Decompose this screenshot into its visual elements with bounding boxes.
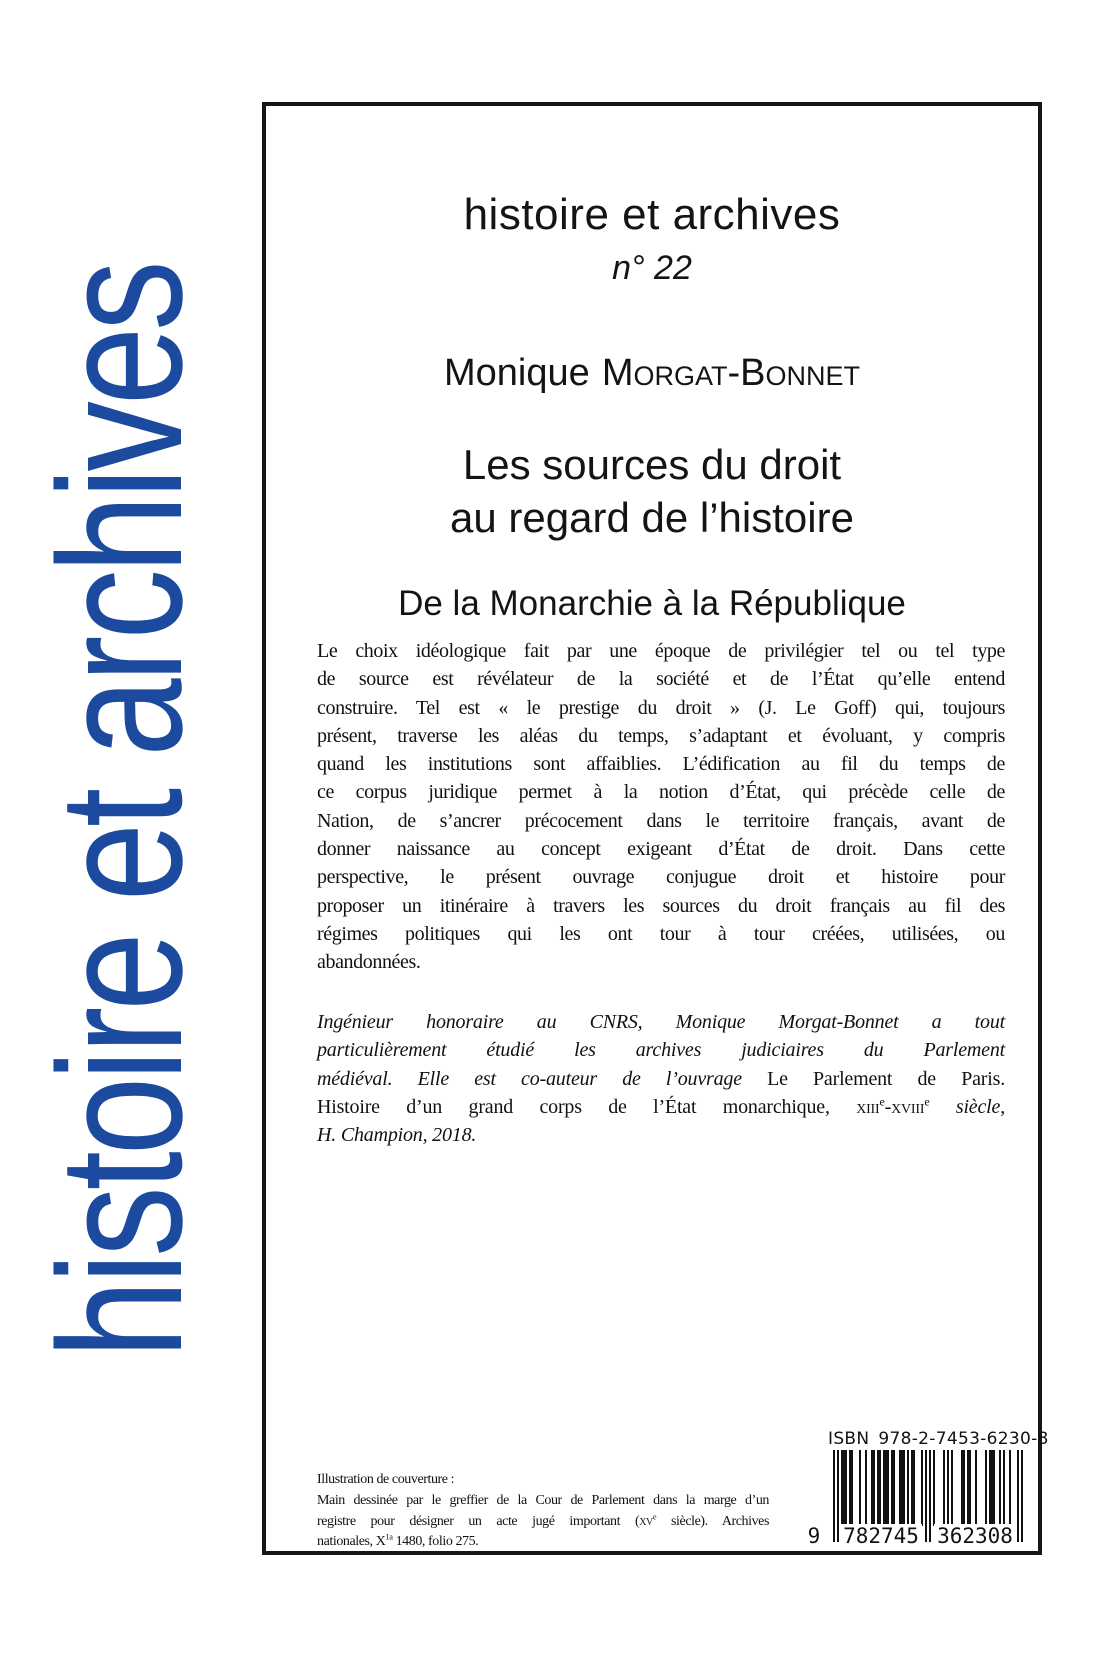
barcode-bar <box>879 1450 881 1526</box>
bio-line: particulièrement étudié les archives judiciaires du Parlement <box>317 1039 1005 1062</box>
ordinal-suffix: e <box>652 1511 657 1521</box>
barcode-bar <box>969 1450 971 1526</box>
credit-line: Illustration de couverture : <box>317 1472 455 1487</box>
isbn-number: 978-2-7453-6230-8 <box>878 1429 1049 1449</box>
isbn-line <box>828 1429 1049 1449</box>
book-title-line1: Les sources du droit <box>462 441 842 488</box>
barcode-bar <box>833 1450 835 1542</box>
barcode-bar <box>975 1450 977 1526</box>
author-last-name: Morgat-Bonnet <box>601 352 861 394</box>
spine-title-text: histoire et archives <box>23 264 219 1358</box>
barcode-bar <box>845 1450 847 1526</box>
book-subtitle: De la Monarchie à la République <box>398 584 906 623</box>
barcode-bar <box>1009 1450 1011 1526</box>
bio-line: Ingénieur honoraire au CNRS, Monique Morgat-Bonnet a tout <box>317 1011 1005 1033</box>
abstract-line: construire. Tel est « le prestige du droit » (J. Le Goff) qui, toujours <box>317 696 1005 719</box>
author-name <box>262 352 1042 395</box>
credit-line: Main dessinée par le greffier de la Cour de Parlement dans la marge d’un <box>317 1492 769 1508</box>
barcode-bar <box>893 1450 895 1526</box>
book-title <box>262 438 1042 544</box>
barcode-digits-right: 362308 <box>934 1524 1016 1548</box>
century-range-start: xiii <box>856 1095 880 1118</box>
archive-series-superscript: 1a <box>385 1532 393 1542</box>
barcode-bar <box>859 1450 861 1526</box>
abstract-line: proposer un itinéraire à travers les sources du droit français au fil des <box>317 894 1005 917</box>
barcode-bar <box>943 1450 945 1526</box>
barcode-bar <box>929 1450 931 1542</box>
barcode-bar <box>873 1450 875 1526</box>
barcode-bar <box>1017 1450 1019 1542</box>
bio-line <box>317 1093 1005 1121</box>
abstract-line: donner naissance au concept exigeant d’État de droit. Dans cette <box>317 838 1005 861</box>
bio-italic-text: siècle, <box>929 1095 1005 1118</box>
bio-line: H. Champion, 2018. <box>317 1124 477 1147</box>
barcode-bar <box>907 1450 909 1526</box>
bio-line <box>317 1065 1005 1093</box>
barcode-bar <box>993 1450 995 1526</box>
abstract-line: présent, traverse les aléas du temps, s’adaptant et évoluant, y compris <box>317 724 1005 747</box>
abstract <box>317 637 1005 977</box>
bio-italic-text: médiéval. Elle est co-auteur de l’ouvrage <box>317 1067 768 1090</box>
barcode-bar <box>999 1450 1001 1526</box>
spine-title <box>23 85 219 1537</box>
abstract-line: perspective, le présent ouvrage conjugue droit et histoire pour <box>317 866 1005 889</box>
author-first-name: Monique <box>443 352 590 394</box>
cited-work-title: Histoire d’un grand corps de l’État monarchique, <box>317 1095 857 1118</box>
book-title-line2: au regard de l’histoire <box>450 494 854 541</box>
ordinal-suffix: e <box>879 1094 885 1109</box>
barcode-bar <box>837 1450 839 1542</box>
barcode-bar <box>963 1450 965 1526</box>
credit-text: registre pour désigner un acte jugé important ( <box>317 1513 640 1529</box>
abstract-line: Le choix idéologique fait par une époque de privilégier tel ou tel type <box>317 640 1005 662</box>
barcode-bar <box>887 1450 889 1526</box>
barcode-bar <box>933 1450 935 1526</box>
abstract-line: régimes politiques qui les ont tour à tour créées, utilisées, ou <box>317 922 1005 945</box>
issue-number: n° 22 <box>612 249 692 287</box>
credit-line <box>317 1512 769 1533</box>
cover-illustration-credit <box>317 1470 769 1553</box>
abstract-line: ce corpus juridique permet à la notion d’État, qui précède celle de <box>317 781 1005 804</box>
abstract-line: quand les institutions sont affaiblies. L’édification au fil du temps de <box>317 753 1005 776</box>
barcode-bar <box>903 1450 905 1526</box>
isbn-label: ISBN <box>828 1429 870 1449</box>
credit-line <box>317 1532 769 1553</box>
ordinal-suffix: e <box>924 1094 930 1109</box>
century-range-end: xviii <box>891 1095 925 1118</box>
barcode-bar <box>947 1450 949 1526</box>
credit-text: siècle). Archives <box>656 1513 769 1529</box>
series-title: histoire et archives <box>463 190 841 239</box>
archive-reference: 1480, folio 275. <box>392 1534 479 1550</box>
barcode-digit-first: 9 <box>807 1524 821 1548</box>
abstract-line: de source est révélateur de la société et de l’État qu’elle entend <box>317 668 1005 691</box>
archive-reference: nationales, X <box>317 1534 386 1550</box>
range-dash: - <box>884 1095 892 1118</box>
barcode-bar <box>1003 1450 1005 1526</box>
barcode-bar <box>925 1450 927 1542</box>
barcode-bar <box>851 1450 853 1526</box>
century-small-caps: xv <box>639 1513 653 1529</box>
cited-work-title: Le Parlement de Paris. <box>767 1067 1005 1090</box>
ean13-barcode <box>807 1450 1023 1548</box>
author-bio <box>317 1008 1005 1149</box>
barcode-bar <box>951 1450 953 1526</box>
abstract-line: Nation, de s’ancrer précocement dans le territoire français, avant de <box>317 809 1005 832</box>
barcode-digits-left: 782745 <box>840 1524 922 1548</box>
barcode-bar <box>985 1450 987 1526</box>
barcode-bar <box>1021 1450 1023 1542</box>
abstract-line: abandonnées. <box>317 951 421 974</box>
barcode-bar <box>913 1450 915 1526</box>
barcode-bar <box>865 1450 867 1526</box>
barcode-bar <box>921 1450 923 1526</box>
